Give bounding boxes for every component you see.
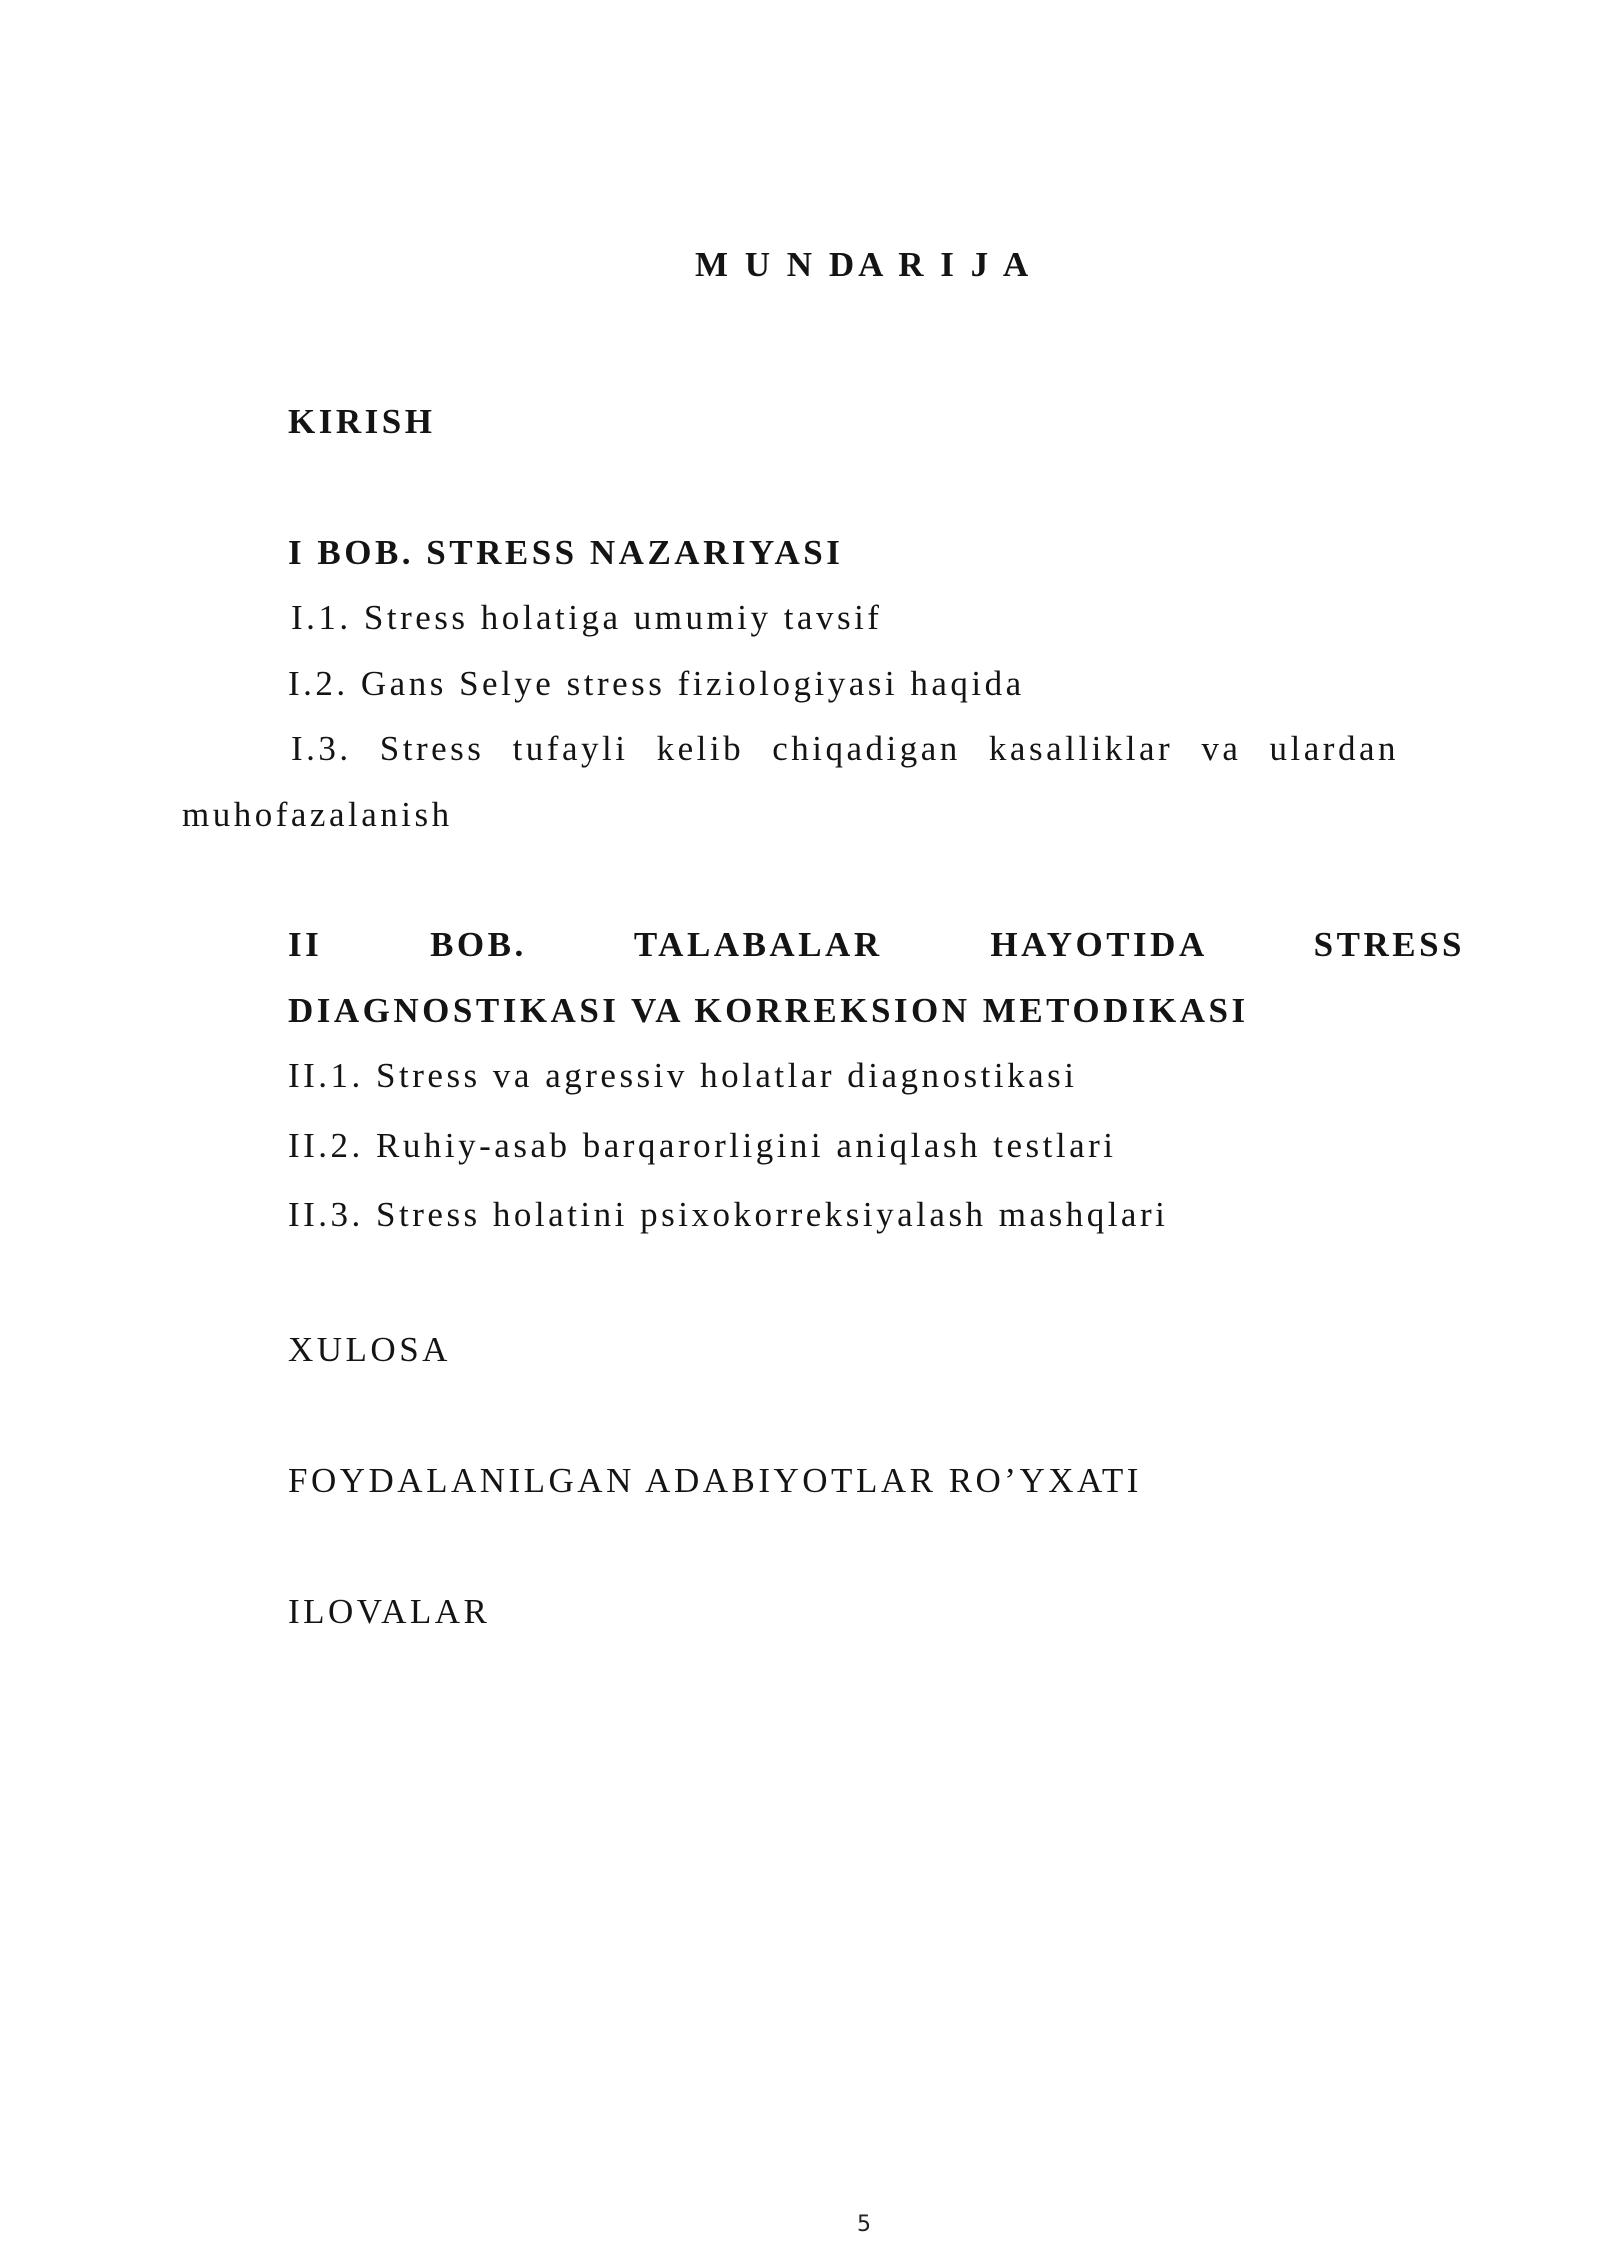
page-number: 5 [857,2212,871,2237]
toc-entry-introduction: KIRISH [288,402,436,441]
section-2-1: II.1. Stress va agressiv holatlar diagnostikasi [288,1056,1078,1095]
chapter-2-heading-line-2: DIAGNOSTIKASI VA KORREKSION METODIKASI [288,991,1249,1030]
section-1-2: I.2. Gans Selye stress fiziologiyasi haqida [288,664,1025,703]
toc-entry-references: FOYDALANILGAN ADABIYOTLAR RO’YXATI [288,1461,1142,1500]
section-2-3: II.3. Stress holatini psixokorreksiyalash mashqlari [288,1195,1169,1234]
toc-title: M U N DA R I J A [695,245,1033,284]
chapter-2-heading-line-1: II BOB. TALABALAR HAYOTIDA STRESS [288,925,1465,964]
section-1-3-line-1: I.3. Stress tufayli kelib chiqadigan kasalliklar va ulardan [291,729,1399,768]
toc-entry-conclusion: XULOSA [288,1330,451,1369]
section-2-2: II.2. Ruhiy-asab barqarorligini aniqlash testlari [288,1126,1117,1165]
toc-entry-appendices: ILOVALAR [288,1592,491,1631]
chapter-1-heading: I BOB. STRESS NAZARIYASI [288,533,844,572]
section-1-1: I.1. Stress holatiga umumiy tavsif [291,598,883,637]
section-1-3-line-2: muhofazalanish [182,795,453,834]
